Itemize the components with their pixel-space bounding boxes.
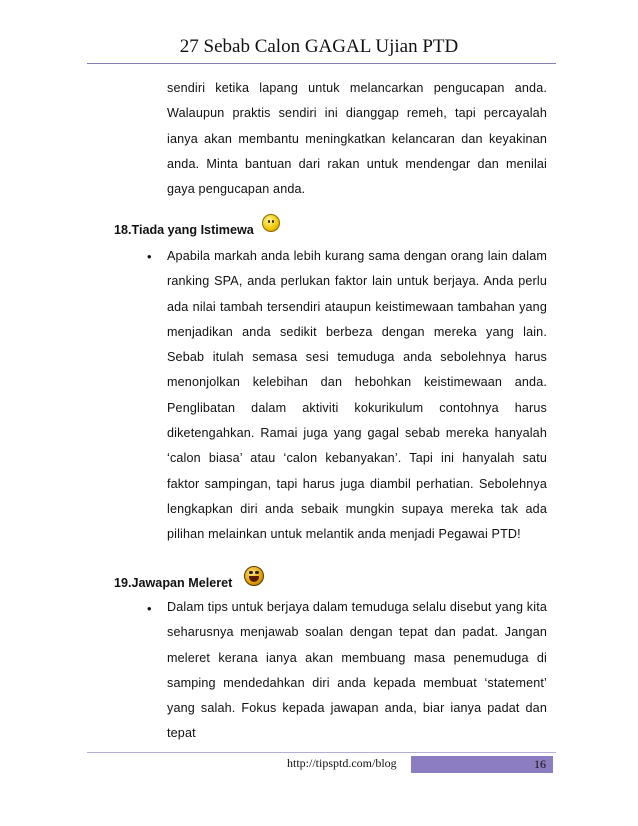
bullet-marker: • <box>147 601 152 616</box>
header-rule <box>87 63 556 64</box>
smiley-icon <box>262 214 280 232</box>
section-18-text: Apabila markah anda lebih kurang sama dengan orang lain dalam ranking SPA, anda perlukan faktor lain untuk berjaya. Anda perlu ada nilai tambah tersendiri ataupun keistimewaan tambahan yang menjadikan anda sedikit berbeza dengan mereka yang lain. Sebab itulah semasa sesi temuduga anda sebolehnya harus menonjolkan kelebihan dan hebohkan keistimewaan anda. Penglibatan dalam aktiviti kokurikulum contohnya harus diketengahkan. Ramai juga yang gagal sebab mereka hanyalah ‘calon biasa’ atau ‘calon kebanyakan’. Tapi ini hanyalah satu faktor sampingan, tapi harus juga diambil perhatian. Sebolehnya lengkapkan diri anda sebaik mungkin supaya mereka tak ada pilihan melainkan untuk melantik anda menjadi Pegawai PTD! <box>167 249 547 542</box>
intro-paragraph: sendiri ketika lapang untuk melancarkan pengucapan anda. Walaupun praktis sendiri ini dianggap remeh, tapi percayalah ianya akan membantu meningkatkan kelancaran dan keyakinan anda. Minta bantuan dari rakan untuk mendengar dan menilai gaya pengucapan anda. <box>167 81 547 197</box>
bullet-marker: • <box>147 249 152 264</box>
footer-rule <box>87 752 556 753</box>
laughing-face-icon <box>244 566 264 586</box>
page-number: 16 <box>534 757 546 771</box>
section-18-title: 18.Tiada yang Istimewa <box>114 223 254 237</box>
section-19-heading <box>114 576 232 590</box>
page-header: 27 Sebab Calon GAGAL Ujian PTD <box>179 36 459 57</box>
footer-url[interactable]: http://tipsptd.com/blog <box>287 756 397 770</box>
footer-accent-bar <box>411 756 553 773</box>
section-19-title: 19.Jawapan Meleret <box>114 576 233 590</box>
section-19-text: Dalam tips untuk berjaya dalam temuduga selalu disebut yang kita seharusnya menjawab soalan dengan tepat dan padat. Jangan meleret kerana ianya akan membuang masa penemuduga di samping mendedahkan diri anda kepada membuat ‘statement’ yang salah. Fokus kepada jawapan anda, biar ianya padat dan tepat <box>167 600 547 741</box>
section-18-heading <box>114 223 254 237</box>
